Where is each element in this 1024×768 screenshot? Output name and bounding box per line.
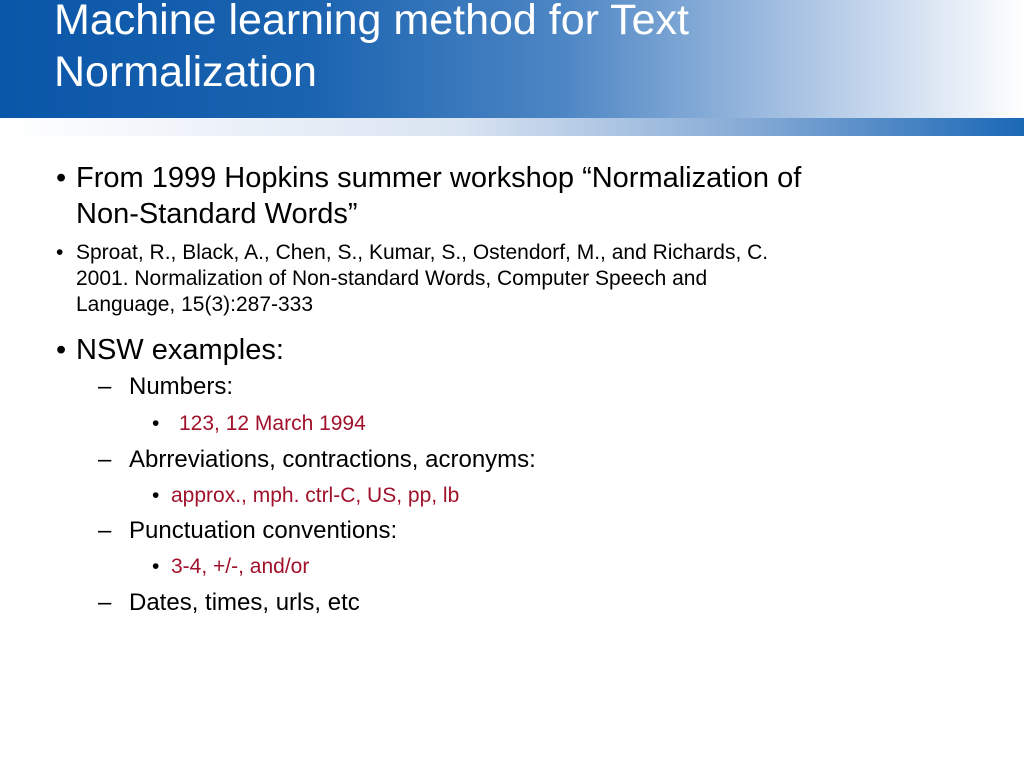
slide-title-line-2: Normalization [54,48,317,96]
sub-item-dates: Dates, times, urls, etc [129,589,360,616]
sub-item-punctuation: Punctuation conventions: [129,517,398,544]
bullet-citation-line-3: Language, 15(3):287-333 [76,293,314,316]
bullet-marker: • [56,334,67,366]
bullet-nsw-examples: NSW examples: [76,334,284,366]
dash-marker: – [98,373,112,400]
dash-marker: – [98,589,112,616]
bullet-marker: • [152,484,160,507]
dash-marker: – [98,446,112,473]
bullet-marker: • [56,241,64,264]
bullet-hopkins-line-2: Non-Standard Words” [76,198,358,230]
example-punctuation: 3-4, +/-, and/or [171,555,310,578]
example-numbers: 123, 12 March 1994 [179,412,366,435]
bullet-hopkins-line-1: From 1999 Hopkins summer workshop “Normalization of [76,162,802,194]
sub-item-abbreviations: Abrreviations, contractions, acronyms: [129,446,536,473]
bullet-citation-line-2: 2001. Normalization of Non-standard Words, Computer Speech and [76,267,708,290]
title-banner-stripe [0,118,1024,136]
dash-marker: – [98,517,112,544]
bullet-citation-line-1: Sproat, R., Black, A., Chen, S., Kumar, S., Ostendorf, M., and Richards, C. [76,241,769,264]
slide-title [54,0,994,98]
bullet-marker: • [152,412,160,435]
bullet-marker: • [56,162,67,194]
bullet-marker: • [152,555,160,578]
slide-title-line-1: Machine learning method for Text [54,0,690,44]
example-abbreviations: approx., mph. ctrl-C, US, pp, lb [171,484,460,507]
sub-item-numbers: Numbers: [129,373,234,400]
